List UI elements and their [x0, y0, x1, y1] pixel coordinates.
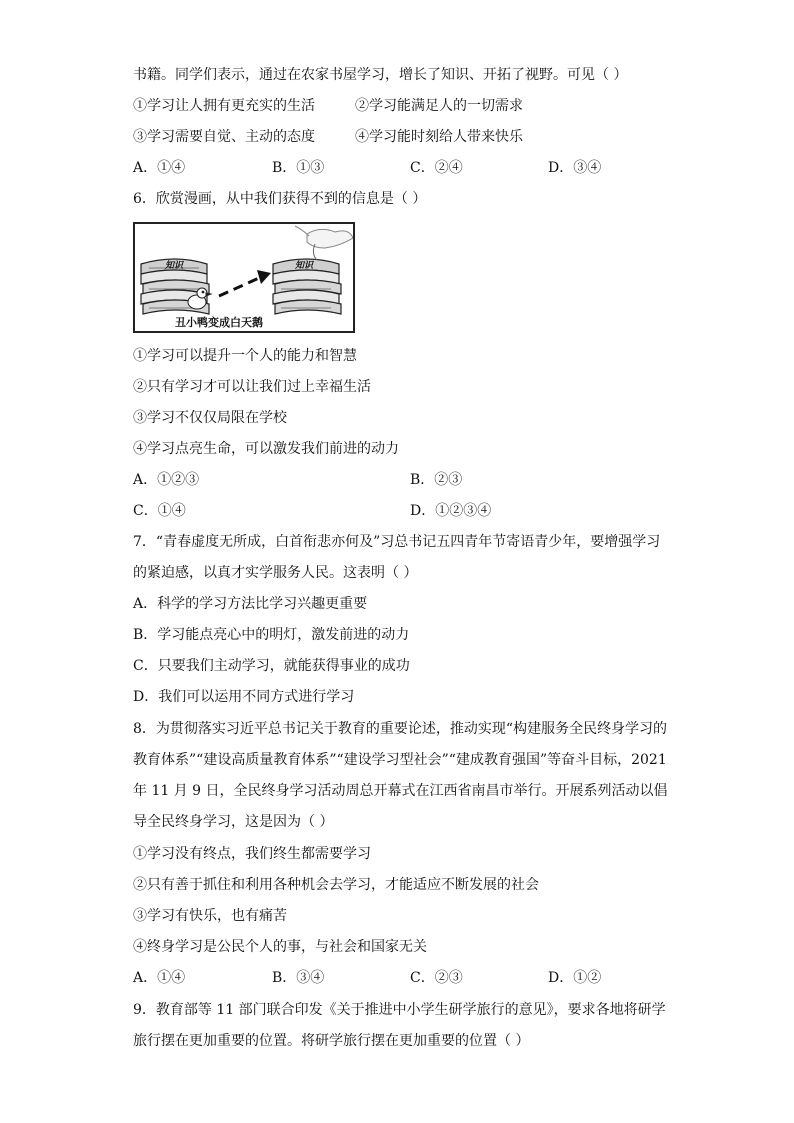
q6-option-c: C．①④: [133, 503, 186, 519]
q5-stem: 书籍。同学们表示，通过在农家书屋学习，增长了知识、开拓了视野。可见（ ）: [133, 67, 628, 83]
q8-option-a: A．①④: [133, 970, 186, 986]
q8-item-2: ②只有善于抓住和利用各种机会去学习，才能适应不断发展的社会: [133, 877, 539, 893]
q8-stem-line-1: 8．为贯彻落实习近平总书记关于教育的重要论述，推动实现“构建服务全民终身学习的: [133, 721, 668, 737]
q8-stem-line-2: 教育体系”“建设高质量教育体系”“建设学习型社会”“建成教育强国”等奋斗目标，2021: [133, 752, 667, 768]
q7-option-a: A．科学的学习方法比学习兴趣更重要: [133, 596, 368, 612]
q7-option-c: C．只要我们主动学习，就能获得事业的成功: [133, 658, 410, 674]
book-label-right: 知识: [295, 261, 314, 271]
q6-option-b: B．②③: [410, 472, 463, 488]
q5-item-2: ②学习能满足人的一切需求: [355, 98, 523, 114]
q5-option-b: B．①③: [272, 160, 325, 176]
q8-item-3: ③学习有快乐，也有痛苦: [133, 908, 287, 924]
comic-image: [133, 222, 355, 333]
q8-stem-line-4: 导全民终身学习，这是因为（ ）: [133, 814, 334, 830]
q5-option-a: A．①④: [133, 160, 186, 176]
q8-option-b: B．③④: [272, 970, 325, 986]
q9-stem-line-1: 9．教育部等 11 部门联合印发《关于推进中小学生研学旅行的意见》，要求各地将研学: [133, 1002, 666, 1018]
q8-stem-line-3: 年 11 月 9 日，全民终身学习活动周总开幕式在江西省南昌市举行。开展系列活动以倡: [133, 783, 668, 799]
q8-item-1: ①学习没有终点，我们终生都需要学习: [133, 846, 371, 862]
q7-stem-line-1: 7．“青春虚度无所成，白首衔悲亦何及”习总书记五四青年节寄语青少年，要增强学习: [133, 534, 661, 550]
swan: [295, 226, 353, 260]
q5-item-1: ①学习让人拥有更充实的生活: [133, 98, 315, 114]
q8-option-d: D．①②: [548, 970, 602, 986]
q7-stem-line-2: 的紧迫感，以真才实学服务人民。这表明（ ）: [133, 565, 418, 581]
q6-item-2: ②只有学习才可以让我们过上幸福生活: [133, 379, 371, 395]
q7-option-b: B．学习能点亮心中的明灯，激发前进的动力: [133, 627, 410, 643]
q5-option-d: D．③④: [548, 160, 602, 176]
q6-stem: 6．欣赏漫画，从中我们获得不到的信息是（ ）: [133, 191, 427, 207]
q9-stem-line-2: 旅行摆在更加重要的位置。将研学旅行摆在更加重要的位置（ ）: [133, 1033, 530, 1049]
q5-option-c: C．②④: [410, 160, 463, 176]
q8-item-4: ④终身学习是公民个人的事，与社会和国家无关: [133, 939, 427, 955]
q7-option-d: D．我们可以运用不同方式进行学习: [133, 689, 355, 705]
arrow: [219, 270, 271, 296]
q8-option-c: C．②③: [410, 970, 463, 986]
q6-item-4: ④学习点亮生命，可以激发我们前进的动力: [133, 441, 399, 457]
q5-item-3: ③学习需要自觉、主动的态度: [133, 129, 315, 145]
comic-caption: 丑小鸭变成白天鹅: [175, 316, 263, 329]
q6-item-3: ③学习不仅仅局限在学校: [133, 410, 287, 426]
q5-item-4: ④学习能时刻给人带来快乐: [355, 129, 523, 145]
book-label-left: 知识: [165, 261, 184, 271]
q6-option-a: A．①②③: [133, 472, 200, 488]
q6-option-d: D．①②③④: [410, 503, 492, 519]
q6-item-1: ①学习可以提升一个人的能力和智慧: [133, 348, 357, 364]
